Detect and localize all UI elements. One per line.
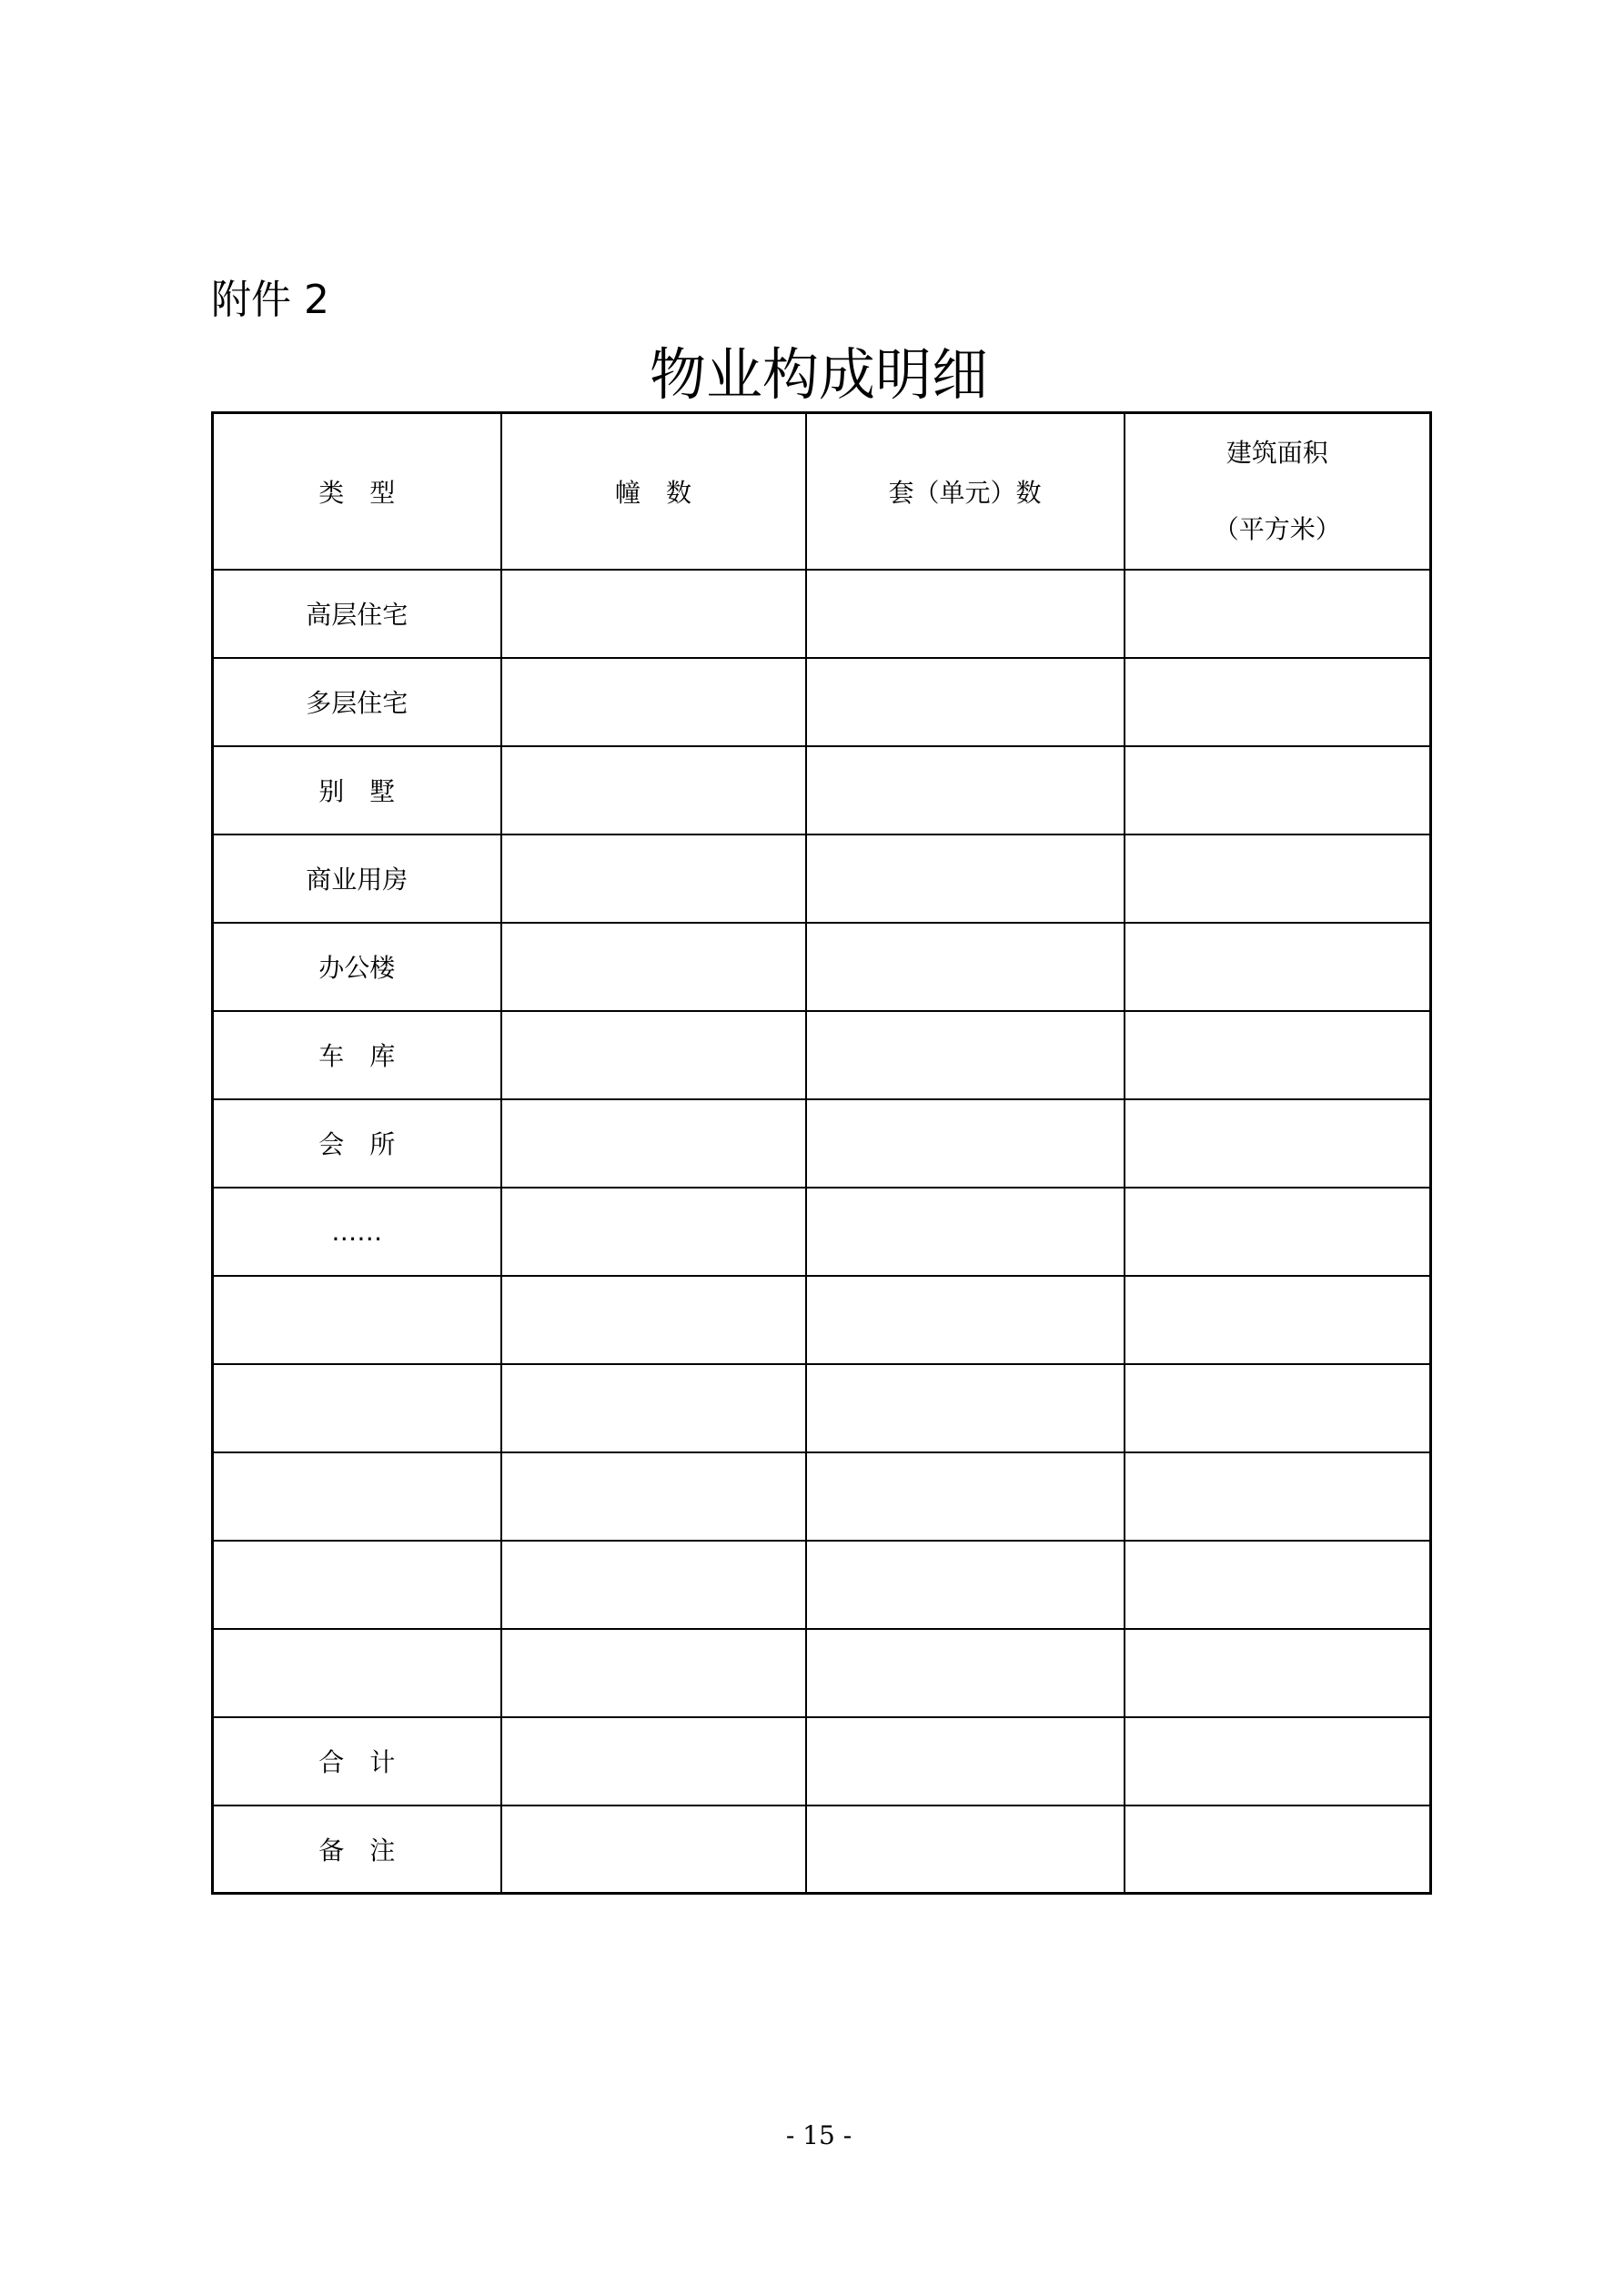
document-title: 物业构成明细 xyxy=(649,341,988,408)
units-cell xyxy=(806,746,1125,834)
table-row xyxy=(213,570,1431,658)
area-cell xyxy=(1125,1099,1431,1188)
table-row xyxy=(213,1276,1431,1364)
row-type-cell xyxy=(213,1452,501,1541)
header-area-label: 建筑面积 xyxy=(1226,437,1328,468)
row-type-cell xyxy=(213,1276,501,1364)
units-cell xyxy=(806,834,1125,923)
table-row xyxy=(213,1011,1431,1099)
area-cell xyxy=(1125,746,1431,834)
header-area xyxy=(1125,413,1431,570)
buildings-cell xyxy=(501,834,806,923)
row-type-cell: 别 墅 xyxy=(213,746,501,834)
row-type-cell: 车 库 xyxy=(213,1011,501,1099)
area-cell xyxy=(1125,834,1431,923)
buildings-cell xyxy=(501,1452,806,1541)
table-row xyxy=(213,746,1431,834)
buildings-cell xyxy=(501,1805,806,1894)
buildings-cell xyxy=(501,923,806,1011)
row-type-cell xyxy=(213,1629,501,1717)
table-row-total xyxy=(213,1717,1431,1805)
table-row xyxy=(213,1364,1431,1452)
table-row-remarks xyxy=(213,1805,1431,1894)
row-type-cell xyxy=(213,1541,501,1629)
header-buildings: 幢 数 xyxy=(501,413,806,570)
row-type-cell: …… xyxy=(213,1188,501,1276)
area-cell xyxy=(1125,570,1431,658)
buildings-cell xyxy=(501,1276,806,1364)
row-type-cell xyxy=(213,1364,501,1452)
buildings-cell xyxy=(501,1011,806,1099)
row-type-cell: 高层住宅 xyxy=(213,570,501,658)
table-row xyxy=(213,1541,1431,1629)
area-cell xyxy=(1125,1011,1431,1099)
units-cell xyxy=(806,1011,1125,1099)
units-cell xyxy=(806,1188,1125,1276)
area-cell xyxy=(1125,923,1431,1011)
table-row xyxy=(213,923,1431,1011)
units-cell xyxy=(806,570,1125,658)
units-cell xyxy=(806,1541,1125,1629)
area-cell xyxy=(1125,1276,1431,1364)
area-cell xyxy=(1125,1629,1431,1717)
page-number: - 15 - xyxy=(785,2120,852,2150)
units-cell xyxy=(806,1629,1125,1717)
units-cell xyxy=(806,923,1125,1011)
row-type-cell: 备 注 xyxy=(213,1805,501,1894)
row-type-cell: 合 计 xyxy=(213,1717,501,1805)
table-row xyxy=(213,1099,1431,1188)
units-cell xyxy=(806,1364,1125,1452)
buildings-cell xyxy=(501,658,806,746)
row-type-cell: 多层住宅 xyxy=(213,658,501,746)
table-row xyxy=(213,658,1431,746)
table-header-row xyxy=(213,413,1431,570)
attachment-label: 附件 2 xyxy=(211,277,329,323)
row-type-cell: 会 所 xyxy=(213,1099,501,1188)
area-cell xyxy=(1125,1452,1431,1541)
table-row xyxy=(213,834,1431,923)
buildings-cell xyxy=(501,1541,806,1629)
units-cell xyxy=(806,1805,1125,1894)
header-type: 类 型 xyxy=(213,413,501,570)
header-units: 套（单元）数 xyxy=(806,413,1125,570)
area-cell xyxy=(1125,1805,1431,1894)
table-row xyxy=(213,1629,1431,1717)
table-row xyxy=(213,1452,1431,1541)
units-cell xyxy=(806,658,1125,746)
row-type-cell: 办公楼 xyxy=(213,923,501,1011)
area-cell xyxy=(1125,1717,1431,1805)
units-cell xyxy=(806,1717,1125,1805)
area-cell xyxy=(1125,1541,1431,1629)
buildings-cell xyxy=(501,1188,806,1276)
units-cell xyxy=(806,1452,1125,1541)
units-cell xyxy=(806,1276,1125,1364)
buildings-cell xyxy=(501,746,806,834)
row-type-cell: 商业用房 xyxy=(213,834,501,923)
units-cell xyxy=(806,1099,1125,1188)
area-cell xyxy=(1125,658,1431,746)
area-cell xyxy=(1125,1188,1431,1276)
buildings-cell xyxy=(501,1364,806,1452)
buildings-cell xyxy=(501,570,806,658)
buildings-cell xyxy=(501,1099,806,1188)
buildings-cell xyxy=(501,1629,806,1717)
header-area-unit: （平方米） xyxy=(1213,513,1341,544)
area-cell xyxy=(1125,1364,1431,1452)
property-composition-table xyxy=(211,411,1432,1895)
buildings-cell xyxy=(501,1717,806,1805)
table-row xyxy=(213,1188,1431,1276)
